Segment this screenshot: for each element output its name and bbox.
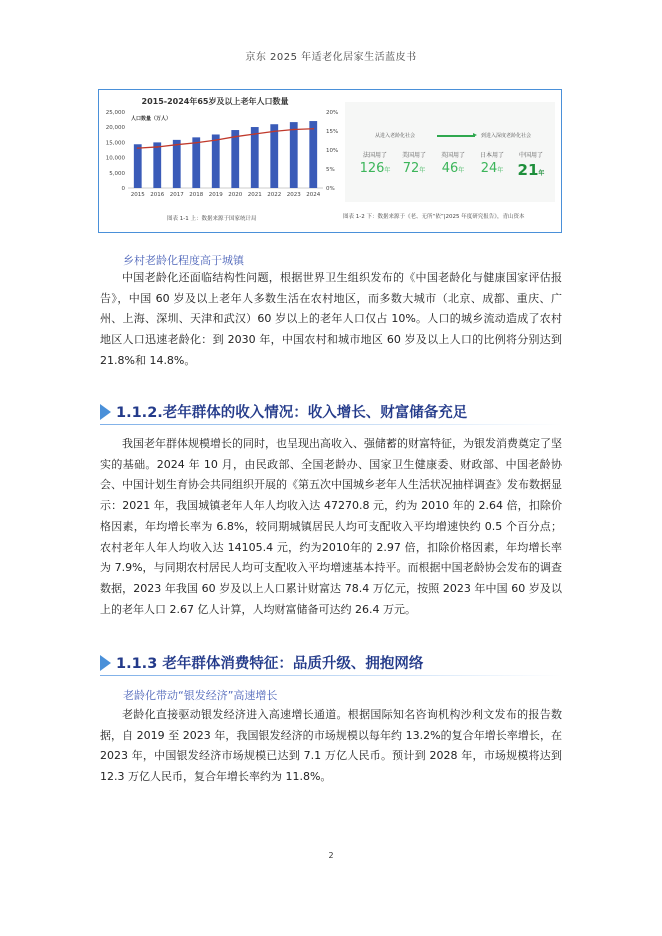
comparison-item-uk xyxy=(435,150,471,179)
line-point-2018 xyxy=(195,142,197,144)
section-heading-consumption xyxy=(100,652,562,676)
y2-tick-label: 10% xyxy=(326,148,339,154)
x-tick-label: 2023 xyxy=(286,192,301,198)
x-tick-label: 2018 xyxy=(189,192,204,198)
triangle-bullet-icon xyxy=(100,404,111,420)
y2-tick-label: 15% xyxy=(326,129,339,135)
population-chart xyxy=(99,90,339,232)
paragraph-silver-economy: 老龄化直接驱动银发经济进入高速增长通道。根据国际知名咨询机构沙利文发布的报告数据，自 2019 至 2023 年，我国银发经济的市场规模以每年约 13.2%的复合年增长率增长，在 2023 年，中国银发经济市场规模已达到 7.1 万亿人民币。预计到 2028 年，市场规模将达到 12.3 万亿人民币，复合年增长率约为 11.8%。 xyxy=(100,708,562,784)
years-value: 24年 xyxy=(480,161,504,176)
heading-underline xyxy=(100,424,562,425)
bar-2024 xyxy=(309,121,317,188)
x-tick-label: 2024 xyxy=(306,192,321,198)
country-label: 日本用了 xyxy=(479,152,504,159)
years-value: 72年 xyxy=(402,161,426,176)
x-tick-label: 2022 xyxy=(267,192,282,198)
country-label: 法国用了 xyxy=(362,152,387,159)
country-label: 美国用了 xyxy=(401,152,426,159)
country-label: 中国用了 xyxy=(518,152,543,159)
section-title: 1.1.3 老年群体消费特征：品质升级、拥抱网络 xyxy=(116,656,424,672)
page-number: 2 xyxy=(328,851,334,860)
comparison-item-china xyxy=(513,150,549,179)
bar-2018 xyxy=(192,137,200,188)
years-value: 21年 xyxy=(517,161,545,179)
x-tick-label: 2020 xyxy=(228,192,243,198)
bar-2015 xyxy=(134,144,142,188)
line-point-2021 xyxy=(254,133,256,135)
chart-ylabel: 人口数量（万人） xyxy=(131,116,172,122)
x-tick-label: 2016 xyxy=(150,192,165,198)
paragraph-income: 我国老年群体规模增长的同时，也呈现出高收入、强储蓄的财富特征，为银发消费奠定了坚实的基础。2024 年 10 月，由民政部、全国老龄办、国家卫生健康委、财政部、中国老龄协会、中国计划生育协会共同组织开展的《第五次中国城乡老年人生活状况抽样调查》发布数据显示：2021 年，我国城镇老年人年人均收入达 47270.8 元，约为 2010 年的 2.64 倍，扣除价格因素，年均增长率为 6.8%，较同期城镇居民人均可支配收入平均增速快约 0.5 个百分点；农村老年人年人均收入达 14105.4 元，约为2010年的 2.97 倍，扣除价格因素，年均增长率为 7.9%，与同期农村居民人均可支配收入平均增速基本持平。而根据中国老龄协会发布的调查数据，2023 年我国 60 岁及以上人口累计财富达 78.4 万亿元，按照 2023 年中国 60 岁及以上的老年人口 2.67 亿人计算，人均财富储备可达约 26.4 万元。 xyxy=(100,437,562,616)
document-header-title: 京东 2025 年适老化居家生活蓝皮书 xyxy=(245,52,417,63)
years-value: 46年 xyxy=(441,161,465,176)
bar-2023 xyxy=(290,122,298,188)
triangle-bullet-icon xyxy=(100,655,111,671)
y2-tick-label: 0% xyxy=(326,186,335,192)
bar-2022 xyxy=(270,124,278,188)
bar-2017 xyxy=(173,140,181,188)
bar-2021 xyxy=(251,127,259,188)
comparison-item-usa xyxy=(396,150,432,179)
line-point-2017 xyxy=(176,144,178,146)
series-line-ratio xyxy=(138,129,314,148)
x-tick-label: 2019 xyxy=(208,192,223,198)
line-point-2024 xyxy=(312,128,314,130)
population-chart-svg xyxy=(99,90,339,232)
section-heading-income xyxy=(100,401,562,425)
y-tick-label: 25,000 xyxy=(105,110,125,116)
line-point-2023 xyxy=(293,129,295,131)
paragraph-rural-aging: 中国老龄化还面临结构性问题，根据世界卫生组织发布的《中国老龄化与健康国家评估报告》，中国 60 岁及以上老年人多数生活在农村地区，而多数大城市（北京、成都、重庆、广州、上海、深圳、天津和武汉）60 岁以上的老年人口仅占 10%。人口的城乡流动造成了农村地区人口迅速老龄化：到 2030 年，中国农村和城市地区 60 岁及以上人口的比例将分别达到 21.8%和 14.8%。 xyxy=(100,271,562,367)
line-point-2016 xyxy=(156,146,158,148)
aging-speed-comparison xyxy=(345,102,555,202)
figure-caption-right: 图表 1-2 下：数据来源于《老、无所“依”|2025 年度研究报告》，青山资本 xyxy=(343,214,525,220)
y-tick-label: 15,000 xyxy=(105,140,125,147)
x-tick-label: 2021 xyxy=(247,192,262,198)
comparison-legend xyxy=(355,132,547,142)
legend-from-label: 从进入老龄化社会 xyxy=(375,133,416,139)
y-tick-label: 20,000 xyxy=(105,125,125,132)
y-tick-label: 10,000 xyxy=(105,155,125,162)
comparison-item-japan xyxy=(474,150,510,179)
years-value: 126年 xyxy=(359,161,391,176)
y-tick-label: 0 xyxy=(121,186,125,192)
line-point-2015 xyxy=(137,147,139,149)
comparison-item-france xyxy=(357,150,393,179)
arrow-right-icon xyxy=(437,135,475,137)
legend-to-label: 到进入深度老龄化社会 xyxy=(481,133,532,139)
comparison-items xyxy=(357,150,549,179)
bar-2016 xyxy=(153,142,161,188)
heading-underline xyxy=(100,675,562,676)
x-tick-label: 2015 xyxy=(130,192,145,198)
bar-2019 xyxy=(212,134,220,188)
figure-panel xyxy=(98,89,562,233)
y2-tick-label: 20% xyxy=(326,110,339,116)
figure-caption-left: 图表 1-1 上：数据来源于国家统计局 xyxy=(167,216,257,222)
chart-title: 2015-2024年65岁及以上老年人口数量 xyxy=(141,97,289,106)
subheading-silver-economy: 老龄化带动“银发经济”高速增长 xyxy=(123,689,278,702)
line-point-2019 xyxy=(215,139,217,141)
section-title: 1.1.2.老年群体的收入情况：收入增长、财富储备充足 xyxy=(116,405,468,421)
x-tick-label: 2017 xyxy=(169,192,184,198)
country-label: 英国用了 xyxy=(440,152,465,159)
bar-2020 xyxy=(231,130,239,188)
y2-tick-label: 5% xyxy=(326,167,335,173)
subheading-rural-aging: 乡村老龄化程度高于城镇 xyxy=(123,254,244,267)
line-point-2022 xyxy=(273,130,275,132)
y-tick-label: 5,000 xyxy=(109,170,125,177)
line-point-2020 xyxy=(234,136,236,138)
